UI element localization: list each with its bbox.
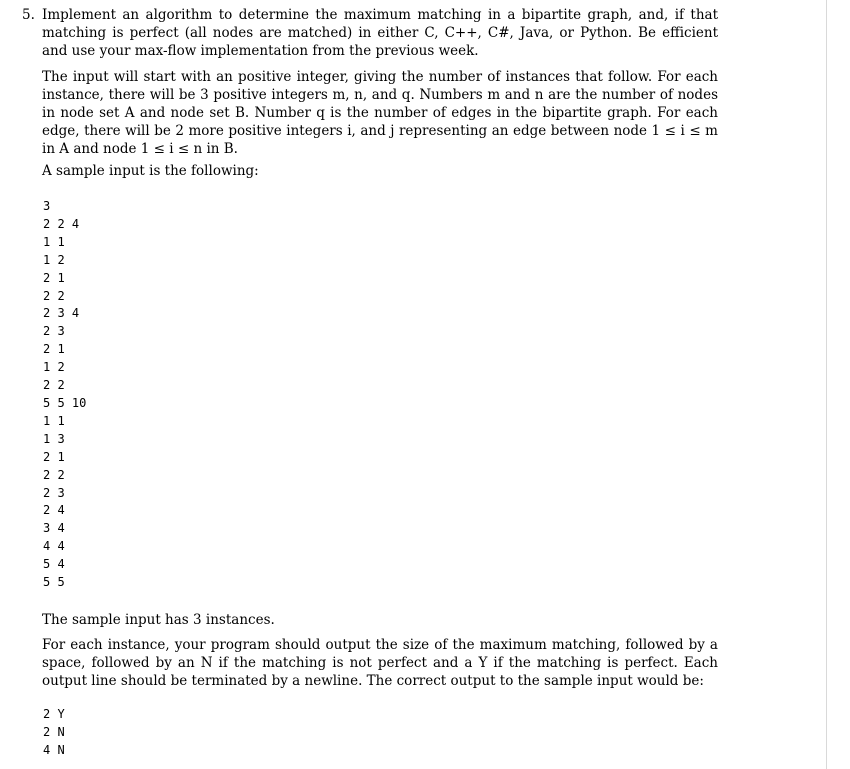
sample-input-line: 2 2 4: [43, 216, 80, 231]
sample-output-line: 4 N: [43, 742, 65, 757]
sample-input-line: 2 2: [43, 378, 65, 393]
sample-input-intro: A sample input is the following:: [42, 163, 259, 179]
sample-input-line: 2 2: [43, 467, 65, 482]
output-description: For each instance, your program should output the size of the maximum matching, followed by a space, followed by an N if the matching is not perfect and a Y if the matching is perfect. Each output line should be terminated by a newline. The correct output to the sample input would be:: [42, 637, 718, 689]
sample-input-line: 1 3: [43, 431, 65, 446]
sample-input-line: 2 1: [43, 342, 65, 357]
sample-input-line: 1 1: [43, 234, 65, 249]
sample-input-line: 5 4: [43, 557, 65, 572]
sample-output-line: 2 Y: [43, 707, 65, 721]
sample-input-line: 5 5 10: [43, 395, 87, 410]
sample-input-line: 2 3 4: [43, 306, 80, 321]
sample-input-line: 2 3: [43, 485, 65, 500]
sample-input-line: 2 1: [43, 270, 65, 285]
sample-input-line: 3 4: [43, 521, 65, 536]
sample-input-line: 1 2: [43, 252, 65, 267]
sample-input-line: 2 1: [43, 449, 65, 464]
sample-input-line: 3: [43, 199, 51, 213]
page-right-margin: [826, 0, 850, 769]
problem-number: 5.: [22, 7, 35, 23]
sample-output-block: [43, 706, 65, 760]
instances-note: The sample input has 3 instances.: [42, 612, 275, 628]
sample-input-line: 1 1: [43, 413, 65, 428]
sample-input-line: 1 2: [43, 360, 65, 375]
sample-input-line: 2 2: [43, 288, 65, 303]
sample-input-line: 5 5: [43, 575, 65, 590]
sample-output-line: 2 N: [43, 724, 65, 739]
sample-input-block: [43, 198, 86, 592]
sample-input-line: 2 4: [43, 503, 65, 518]
problem-intro: Implement an algorithm to determine the maximum matching in a bipartite graph, and, if that matching is perfect (all nodes are matched) in either C, C++, C#, Java, or Python. Be efficient and use your max-flow implementation from the previous week.: [42, 7, 718, 59]
input-description: The input will start with an positive integer, giving the number of instances that follow. For each instance, there will be 3 positive integers m, n, and q. Numbers m and n are the number of nodes in node set A and node set B. Number q is the number of edges in the bipartite graph. For each edge, there will be 2 more positive integers i, and j representing an edge between node 1 ≤ i ≤ m in A and node 1 ≤ i ≤ n in B.: [42, 69, 718, 157]
sample-input-line: 4 4: [43, 539, 65, 554]
sample-input-line: 2 3: [43, 324, 65, 339]
